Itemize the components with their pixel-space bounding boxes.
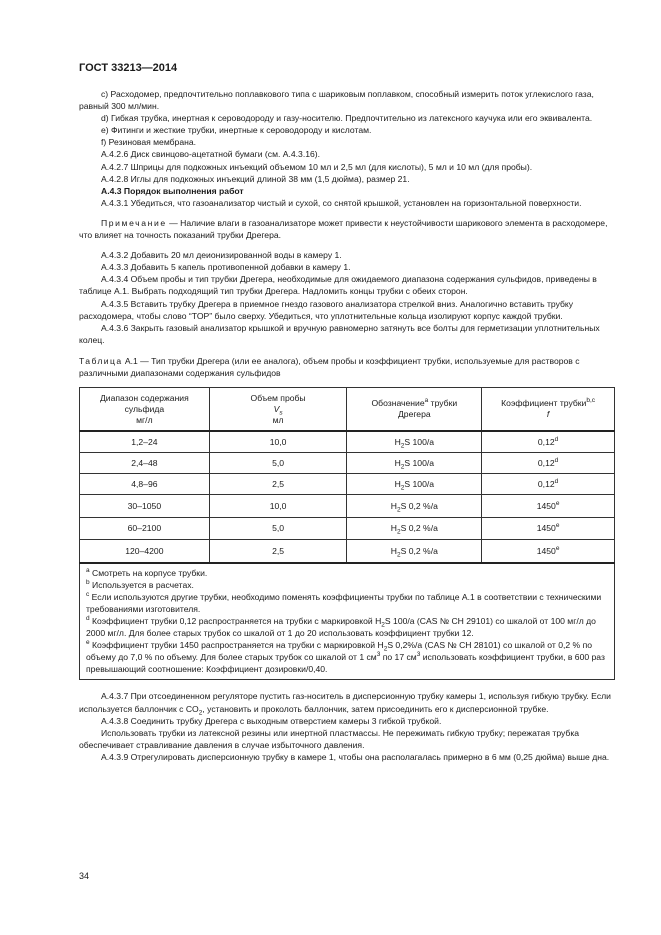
- footnote-c: $^c$ Если используются другие трубки, необходимо поменять коэффициенты трубки по таблице А.1 в соответствии с техническими требованиями изготовителя.: [86, 590, 602, 614]
- table-row: 30–1050 10,0 $H_2S$ 0,2 %/a 1450e: [80, 495, 615, 518]
- table-caption: [79, 355, 615, 379]
- page-number: 34: [79, 871, 90, 881]
- header-tube: Обозначение$^a$ трубки Дрегера: [347, 388, 482, 432]
- sulfide-table: [79, 387, 615, 680]
- paragraph-a432: А.4.3.2 Добавить 20 мл деионизированной воды в камеру 1.: [101, 250, 342, 261]
- table-row: 4,8–96 2,5 $H_2S$ 100/a 0,12$^d$: [80, 474, 615, 495]
- header-volume: Объем пробы $V_s$ мл: [209, 388, 347, 432]
- paragraph-a435: А.4.3.5 Вставить трубку Дрегера в приемное гнездо газового анализатора стрелкой вниз. Аналогично вставить трубку расходомера, чтобы слово “TOP” было сверху. Убедиться, что уплотнительные кольца изолируют корпус каждой трубки.: [79, 298, 574, 321]
- paragraph-a433: А.4.3.3 Добавить 5 капель противопенной добавки в камеру 1.: [101, 262, 351, 273]
- document-header: ГОСТ 33213—2014: [79, 62, 178, 74]
- table-row: 2,4–48 5,0 $H_2S$ 100/a 0,12$^d$: [80, 453, 615, 474]
- header-range: Диапазон содержания сульфида мг/л: [80, 388, 210, 432]
- paragraph-a434: А.4.3.4 Объем пробы и тип трубки Дрегера, необходимые для ожидаемого диапазона содержания сульфидов, приведены в таблице А.1. Выбрать подходящий тип трубки Дрегера. Надломить концы трубки с обеих сторон.: [79, 274, 597, 297]
- paragraph-a427: А.4.2.7 Шприцы для подкожных инъекций объемом 10 мл и 2,5 мл (для кислоты), 5 мл и 10 мл (для пробы).: [101, 161, 533, 172]
- header-coefficient: Коэффициент трубки$^{b,c}$ f: [482, 388, 615, 432]
- paragraph-a426: А.4.2.6 Диск свинцово-ацетатной бумаги (см. А.4.3.16).: [101, 149, 321, 160]
- footnote-e: $^e$ Коэффициент трубки 1450 распространяется на трубки с маркировкой $H_2S$ 0,2%/a (CAS № CH 28101) со шкалой от 0,2 % по объему до 7,0 % по объему. Для более старых трубок со шкалой от 1 $см^3$ по 17 $см^3$ использовать коэффициент трубки, в 600 раз превышающий соотношение: Коэффициент дозировки/0,40.: [86, 639, 605, 675]
- table-footnotes-row: [80, 563, 615, 680]
- paragraph-a431: А.4.3.1 Убедиться, что газоанализатор чистый и сухой, со снятой крышкой, установлен на горизонтальной поверхности.: [101, 197, 582, 208]
- table-row: 60–2100 5,0 $H_2S$ 0,2 %/a 1450e: [80, 517, 615, 540]
- note-text: — Наличие влаги в газоанализаторе может привести к неустойчивости шарикового элемента в расходомере, что влияет на точность показаний трубки Дрегера.: [79, 217, 608, 241]
- paragraph-a437: А.4.3.7 При отсоединенном регуляторе пустить газ-носитель в дисперсионную трубку камеры 1, используя гибкую трубку. Если используется баллончик с $CO_2$, установить и проколоть баллончик, затем присоединить его к дисперсионной трубке.: [79, 691, 611, 717]
- footnote-b: $^b$ Используется в расчетах.: [86, 578, 194, 590]
- table-footnotes: [80, 563, 615, 680]
- paragraph-item-f: f) Резиновая мембрана.: [101, 137, 197, 148]
- paragraph-a436: А.4.3.6 Закрыть газовый анализатор крышкой и вручную равномерно затянуть все болты для герметизации уплотнительных колец.: [79, 322, 600, 345]
- paragraph-latex: Использовать трубки из латексной резины или инертной пластмассы. Не пережимать гибкую трубку; пережатая трубка обеспечивает стравливание давления в случае избыточного давления.: [79, 727, 580, 750]
- section-heading: А.4.3 Порядок выполнения работ: [101, 185, 244, 196]
- note: [79, 217, 615, 241]
- paragraph-item-d: d) Гибкая трубка, инертная к сероводороду и газу-носителю. Предпочтительно из латексного каучука или его эквивалента.: [101, 113, 593, 124]
- table-row: 120–4200 2,5 $H_2S$ 0,2 %/a 1450e: [80, 540, 615, 563]
- paragraph-item-e: е) Фитинги и жесткие трубки, инертные к сероводороду и кислотам.: [101, 125, 372, 136]
- page-body: [79, 88, 615, 763]
- note-label: Примечание: [101, 217, 167, 228]
- table-caption-text: А.1 — Тип трубки Дрегера (или ее аналога), объем пробы и коэффициент трубки, используемые для растворов с различными диапазонами содержания сульфидов: [79, 355, 580, 378]
- table-row: 1,2–24 10,0 $H_2S$ 100/a 0,12$^d$: [80, 431, 615, 453]
- paragraph-item-c: с) Расходомер, предпочтительно поплавкового типа с шариковым поплавком, способный измерить поток углекислого газа, равный 300 мл/мин.: [79, 89, 594, 112]
- paragraph-a439: А.4.3.9 Отрегулировать дисперсионную трубку в камере 1, чтобы она располагалась примерно в 6 мм (0,25 дюйма) выше дна.: [101, 751, 610, 762]
- footnote-a: $^a$ Смотреть на корпусе трубки.: [86, 566, 208, 578]
- paragraph-a438: А.4.3.8 Соединить трубку Дрегера с выходным отверстием камеры 3 гибкой трубкой.: [101, 715, 442, 726]
- footnote-d: $^d$ Коэффициент трубки 0,12 распространяется на трубки с маркировкой $H_2S$ 100/a (CAS № CH 29101) со шкалой от 100 мг/л до 2000 мг/л. Для более старых трубок со шкалой от 1 до 20 использовать коэффициент трубки 12.: [86, 615, 596, 639]
- table-caption-label: Таблица: [79, 355, 123, 366]
- paragraph-a428: А.4.2.8 Иглы для подкожных инъекций длиной 38 мм (1,5 дюйма), размер 21.: [101, 173, 410, 184]
